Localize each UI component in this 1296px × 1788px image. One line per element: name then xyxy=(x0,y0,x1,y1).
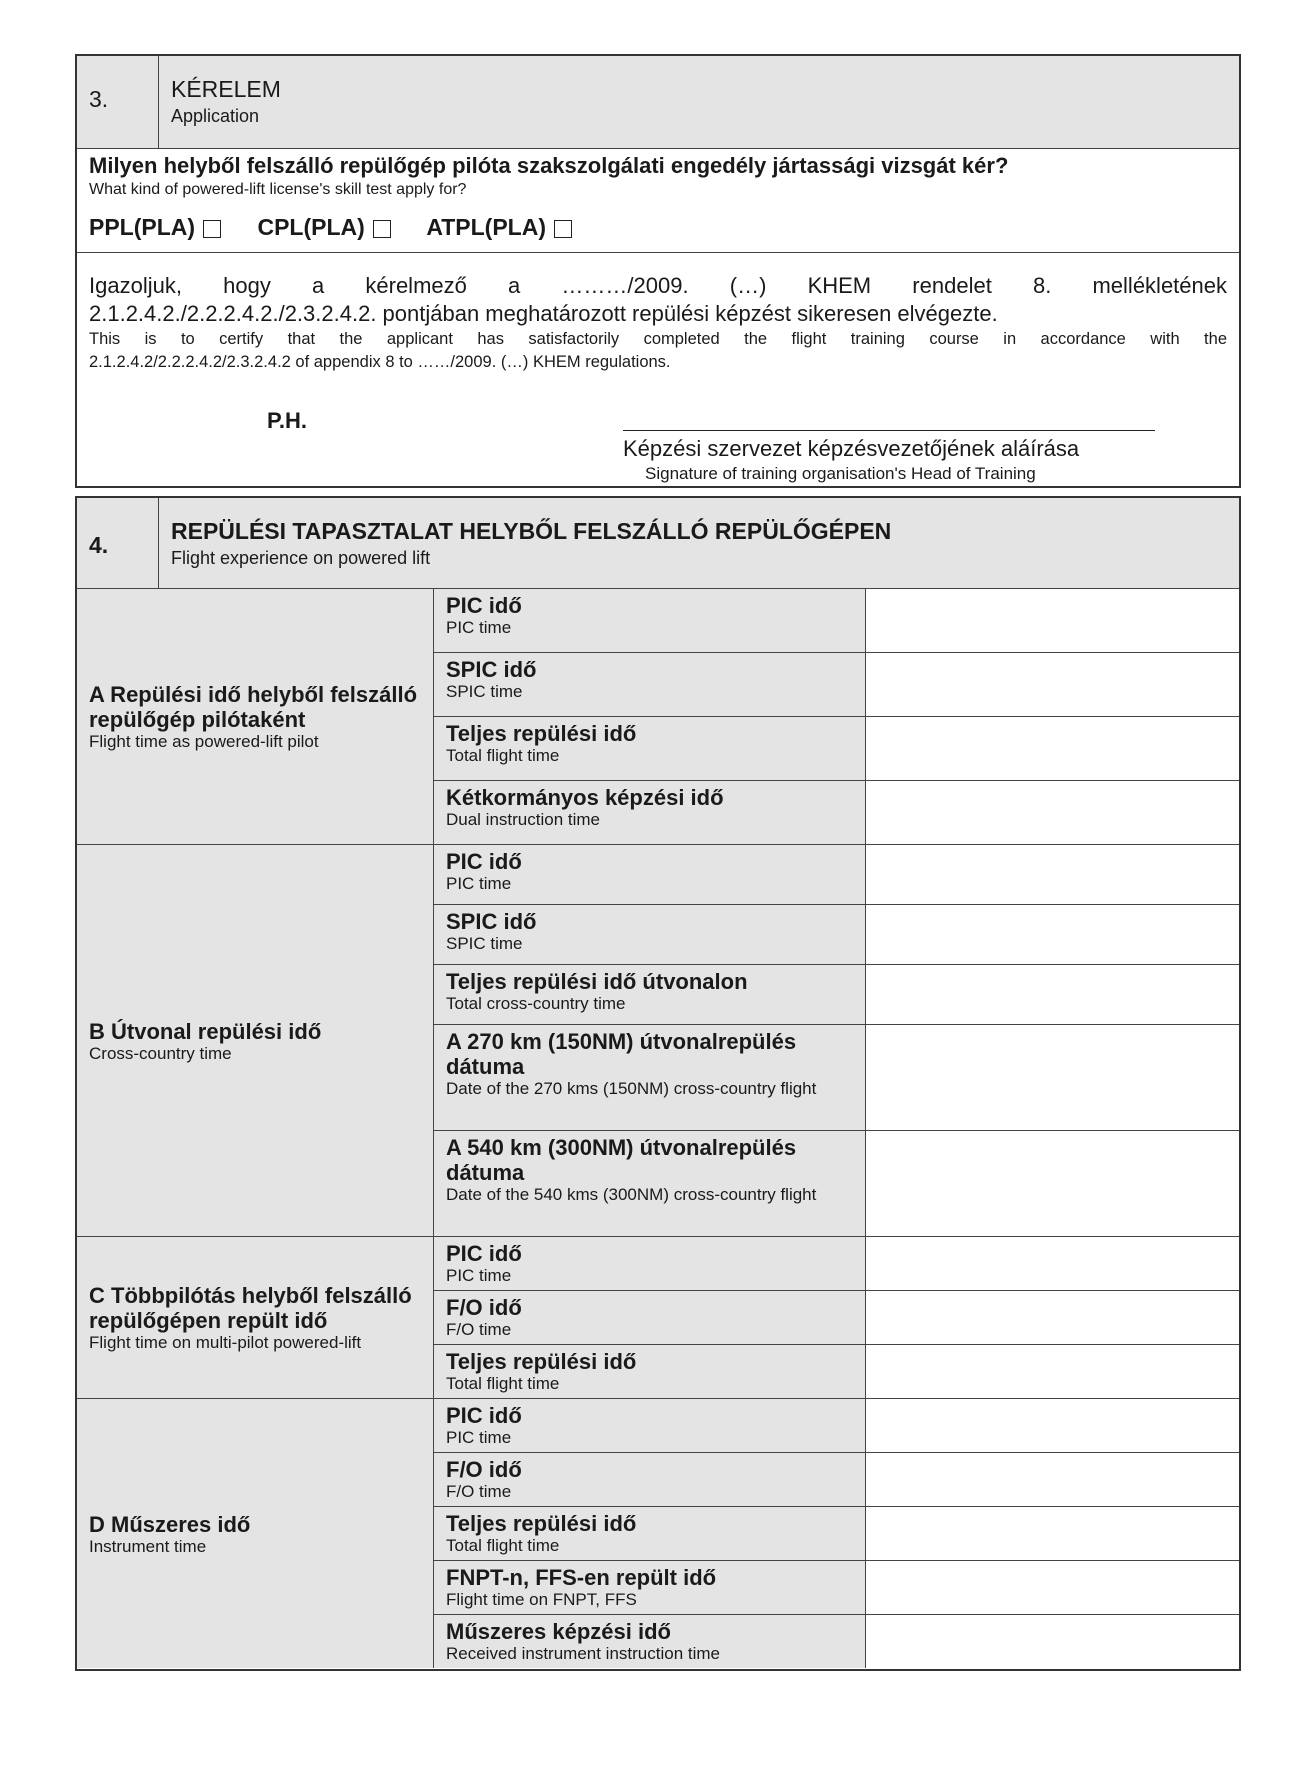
row-label-en: SPIC time xyxy=(446,682,523,701)
row-value-field[interactable] xyxy=(865,1506,1239,1560)
option-cpl-checkbox[interactable] xyxy=(373,220,391,238)
row-label-hu: Műszeres képzési idő xyxy=(446,1619,671,1644)
question-hu: Milyen helyből felszálló repülőgép pilóta szakszolgálati engedély jártassági vizsgát kér? xyxy=(89,153,1009,178)
row-value-field[interactable] xyxy=(865,844,1239,904)
row-label-hu: Teljes repülési idő xyxy=(446,1349,637,1374)
group-title: C Többpilótás helyből felszálló repülőgépen repült idő xyxy=(89,1283,412,1333)
experience-group-a xyxy=(77,588,433,844)
row-label xyxy=(433,1560,865,1614)
row-label-en: Total flight time xyxy=(446,746,560,765)
row-value-field[interactable] xyxy=(865,1560,1239,1614)
row-label-en: F/O time xyxy=(446,1482,512,1501)
group-title: B Útvonal repülési idő xyxy=(89,1018,322,1044)
row-label-en: Dual instruction time xyxy=(446,810,601,829)
section-title: REPÜLÉSI TAPASZTALAT HELYBŐL FELSZÁLLÓ REPÜLŐGÉPEN xyxy=(171,518,892,544)
row-label-hu: PIC idő xyxy=(446,1241,522,1266)
option-cpl-label: CPL(PLA) xyxy=(257,214,365,240)
group-title: D Műszeres idő xyxy=(89,1511,251,1537)
row-value-field[interactable] xyxy=(865,716,1239,780)
row-label-hu: A 270 km (150NM) útvonalrepülés dátuma xyxy=(446,1029,797,1079)
option-ppl-label: PPL(PLA) xyxy=(89,214,196,240)
section-divider xyxy=(158,498,159,588)
row-label-en: Total flight time xyxy=(446,1374,560,1393)
row-label xyxy=(433,588,865,652)
row-label-hu: A 540 km (300NM) útvonalrepülés dátuma xyxy=(446,1135,797,1185)
row-label-en: PIC time xyxy=(446,1428,512,1447)
section-3-header xyxy=(77,56,1239,149)
stamp-label: P.H. xyxy=(267,408,307,433)
row-label-hu: Teljes repülési idő útvonalon xyxy=(446,969,748,994)
certify-hu-line2: 2.1.2.4.2./2.2.2.4.2./2.3.2.4.2. pontjában meghatározott repülési képzést sikeresen elvégezte. xyxy=(89,301,998,326)
section-4 xyxy=(75,496,1241,1671)
row-label-hu: PIC idő xyxy=(446,849,522,874)
divider xyxy=(77,252,1239,253)
group-subtitle: Instrument time xyxy=(89,1536,207,1556)
signature-hu: Képzési szervezet képzésvezetőjének aláírása xyxy=(623,436,1080,461)
row-label-hu: Teljes repülési idő xyxy=(446,1511,637,1536)
certify-en-line1: This is to certify that the applicant has satisfactorily completed the flight training course in accordance with the xyxy=(89,330,1227,348)
row-label-en: PIC time xyxy=(446,1266,512,1285)
row-value-field[interactable] xyxy=(865,1452,1239,1506)
row-label xyxy=(433,1344,865,1398)
row-label-en: PIC time xyxy=(446,874,512,893)
row-value-field[interactable] xyxy=(865,652,1239,716)
row-value-field[interactable] xyxy=(865,1024,1239,1130)
row-label-en: Total cross-country time xyxy=(446,994,626,1013)
row-label xyxy=(433,1506,865,1560)
row-label xyxy=(433,1614,865,1668)
license-question xyxy=(89,152,1229,241)
row-label xyxy=(433,652,865,716)
row-label-hu: SPIC idő xyxy=(446,909,537,934)
section-divider xyxy=(158,56,159,148)
row-label xyxy=(433,1452,865,1506)
group-subtitle: Flight time as powered-lift pilot xyxy=(89,732,319,751)
row-label-en: PIC time xyxy=(446,618,512,637)
row-value-field[interactable] xyxy=(865,964,1239,1024)
row-label xyxy=(433,1130,865,1236)
row-label xyxy=(433,780,865,844)
group-subtitle: Cross-country time xyxy=(89,1043,232,1063)
row-label-hu: F/O idő xyxy=(446,1457,522,1482)
row-label-hu: Kétkormányos képzési idő xyxy=(446,785,724,810)
row-label xyxy=(433,1398,865,1452)
section-number: 4. xyxy=(89,532,109,558)
row-label-en: F/O time xyxy=(446,1320,512,1339)
group-title: A Repülési idő helyből felszálló repülőgép pilótaként xyxy=(89,682,418,732)
signature-line[interactable] xyxy=(623,430,1155,431)
experience-group-d xyxy=(77,1398,433,1668)
section-4-header xyxy=(77,498,1239,588)
certify-en-line2: 2.1.2.4.2/2.2.2.4.2/2.3.2.4.2 of appendix 8 to ……/2009. (…) KHEM regulations. xyxy=(89,353,671,371)
row-label xyxy=(433,1024,865,1130)
signature-en: Signature of training organisation's Head of Training xyxy=(645,464,1036,483)
group-subtitle: Flight time on multi-pilot powered-lift xyxy=(89,1333,362,1352)
row-label xyxy=(433,844,865,904)
row-label-hu: F/O idő xyxy=(446,1295,522,1320)
row-label-en: SPIC time xyxy=(446,934,523,953)
row-label-hu: PIC idő xyxy=(446,593,522,618)
option-ppl-checkbox[interactable] xyxy=(203,220,221,238)
experience-group-c xyxy=(77,1236,433,1398)
row-value-field[interactable] xyxy=(865,1344,1239,1398)
experience-group-b xyxy=(77,844,433,1236)
row-value-field[interactable] xyxy=(865,1290,1239,1344)
row-label xyxy=(433,716,865,780)
row-label xyxy=(433,1290,865,1344)
row-value-field[interactable] xyxy=(865,904,1239,964)
row-value-field[interactable] xyxy=(865,588,1239,652)
option-atpl-checkbox[interactable] xyxy=(554,220,572,238)
row-label xyxy=(433,964,865,1024)
section-title: KÉRELEM xyxy=(171,76,281,102)
row-value-field[interactable] xyxy=(865,1398,1239,1452)
certification-text xyxy=(89,272,1227,374)
row-label-en: Date of the 270 kms (150NM) cross-country flight xyxy=(446,1079,817,1098)
row-label-hu: PIC idő xyxy=(446,1403,522,1428)
experience-table xyxy=(77,588,1239,1669)
option-atpl-label: ATPL(PLA) xyxy=(426,214,546,240)
row-value-field[interactable] xyxy=(865,1614,1239,1668)
row-label-en: Received instrument instruction time xyxy=(446,1644,721,1663)
row-label xyxy=(433,904,865,964)
section-number: 3. xyxy=(89,86,109,112)
row-label-hu: FNPT-n, FFS-en repült idő xyxy=(446,1565,717,1590)
row-value-field[interactable] xyxy=(865,1130,1239,1236)
license-options xyxy=(89,214,1229,241)
question-en: What kind of powered-lift license's skill test apply for? xyxy=(89,181,467,198)
row-label-en: Flight time on FNPT, FFS xyxy=(446,1590,637,1609)
row-value-field[interactable] xyxy=(865,780,1239,844)
row-value-field[interactable] xyxy=(865,1236,1239,1290)
certify-hu-line1: Igazoljuk, hogy a kérelmező a ………/2009. (…) KHEM rendelet 8. mellékletének xyxy=(89,273,1227,298)
section-subtitle: Application xyxy=(171,106,260,126)
section-subtitle: Flight experience on powered lift xyxy=(171,548,431,568)
row-label-hu: SPIC idő xyxy=(446,657,537,682)
row-label-en: Total flight time xyxy=(446,1536,560,1555)
row-label-en: Date of the 540 kms (300NM) cross-country flight xyxy=(446,1185,817,1204)
row-label xyxy=(433,1236,865,1290)
section-3 xyxy=(75,54,1241,488)
row-label-hu: Teljes repülési idő xyxy=(446,721,637,746)
